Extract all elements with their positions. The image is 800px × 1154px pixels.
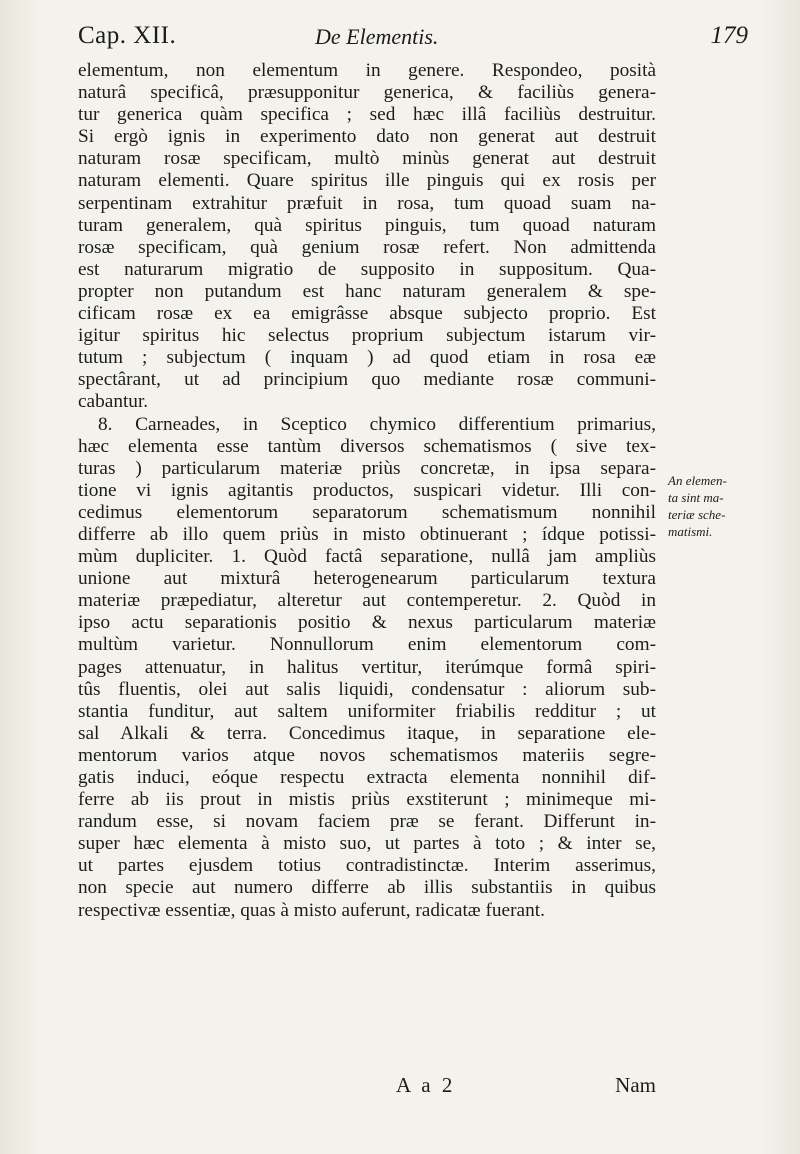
marginal-note [668, 472, 778, 540]
signature-mark: A a 2 [396, 1073, 456, 1097]
text-line: tione vi ignis agitantis productos, suspicari videtur. Illi con- [78, 479, 656, 501]
text-line: turas ) particularum materiæ priùs concretæ, in ipsa separa- [78, 457, 656, 479]
text-line: multùm varietur. Nonnullorum enim elementorum com- [78, 634, 656, 656]
page-number: 179 [710, 22, 748, 49]
text-line: respectivæ essentiæ, quas à misto auferunt, radicatæ fuerant. [78, 899, 545, 921]
text-line: pages attenuatur, in halitus vertitur, iterúmque formâ spiri- [78, 656, 656, 678]
text-line: ut partes ejusdem totius contradistinctæ. Interim asserimus, [78, 855, 656, 877]
main-text [78, 60, 656, 922]
running-header [78, 22, 748, 56]
text-line: gatis induci, eóque respectu extracta elementa nonnihil dif- [78, 767, 656, 788]
text-line: est naturarum migratio de supposito in suppositum. Qua- [78, 258, 656, 280]
text-line: mùm dupliciter. 1. Quòd factâ separatione, nullâ jam ampliùs [78, 546, 656, 568]
text-line: naturâ specificâ, præsupponitur generica, & faciliùs genera- [78, 82, 656, 104]
text-line: materiæ præpediatur, alteretur aut contemperetur. 2. Quòd in [78, 590, 656, 612]
text-line: Si ergò ignis in experimento dato non generat aut destruit [78, 126, 656, 148]
text-line: differre ab illo quem priùs in misto obtinuerant ; ídque potissi- [78, 523, 656, 545]
catchword: Nam [615, 1073, 656, 1097]
marginal-note-line: matismi. [668, 524, 713, 539]
text-line: cedimus elementorum separatorum schematismum nonnihil [78, 501, 656, 523]
text-line: turam generalem, quà spiritus pinguis, tum quoad naturam [78, 214, 656, 236]
text-line: rosæ specificam, quà genium rosæ refert. Non admittenda [78, 236, 656, 258]
text-line: 8. Carneades, in Sceptico chymico differentium primarius, [98, 413, 656, 435]
text-line: ipso actu separationis positio & nexus particularum materiæ [78, 612, 656, 634]
text-line: ferre ab iis prout in mistis priùs exstiterunt ; minimeque mi- [78, 789, 656, 811]
text-line: propter non putandum est hanc naturam generalem & spe- [78, 280, 656, 302]
text-line: super hæc elementa à misto suo, ut partes à toto ; & inter se, [78, 833, 656, 855]
text-line: spectârant, ut ad principium quo mediante rosæ communi- [78, 369, 656, 391]
text-line: stantia funditur, aut saltem uniformiter friabilis redditur ; ut [78, 700, 656, 722]
text-line: hæc elementa esse tantùm diversos schematismos ( sive tex- [78, 435, 656, 457]
text-line: unione aut mixturâ heterogenearum particularum textura [78, 568, 656, 590]
text-line: mentorum varios atque novos schematismos materiis segre- [78, 744, 656, 766]
marginal-note-line: teriæ sche- [668, 507, 726, 522]
page-footer [78, 1073, 656, 1101]
text-line: cificam rosæ ex ea emigrâsse absque subjecto proprio. Est [78, 303, 656, 325]
text-line: naturam rosæ specificam, multò minùs generat aut destruit [78, 148, 656, 170]
text-line: cabantur. [78, 391, 149, 413]
text-line: elementum, non elementum in genere. Respondeo, posità [78, 60, 656, 81]
chapter-label: Cap. XII. [78, 22, 177, 49]
text-line: tûs fluentis, olei aut salis liquidi, condensatur : aliorum sub- [78, 678, 656, 700]
text-line: tutum ; subjectum ( inquam ) ad quod etiam in rosa eæ [78, 347, 656, 369]
marginal-note-line: An elemen- [668, 473, 727, 488]
text-line: naturam elementi. Quare spiritus ille pinguis qui ex rosis per [78, 170, 656, 192]
text-line: randum esse, si novam faciem præ se ferant. Differunt in- [78, 811, 656, 833]
marginal-note-line: ta sint ma- [668, 490, 724, 505]
text-line: sal Alkali & terra. Concedimus itaque, in separatione ele- [78, 722, 656, 744]
running-title: De Elementis. [315, 24, 439, 49]
text-line: tur generica quàm specifica ; sed hæc illâ faciliùs destruitur. [78, 104, 656, 126]
text-line: igitur spiritus hic selectus proprium subjectum istarum vir- [78, 325, 656, 347]
text-line: serpentinam extrahitur præfuit in rosa, tum quoad suam na- [78, 192, 656, 214]
text-line: non specie aut numero differre ab illis substantiis in quibus [78, 877, 656, 899]
